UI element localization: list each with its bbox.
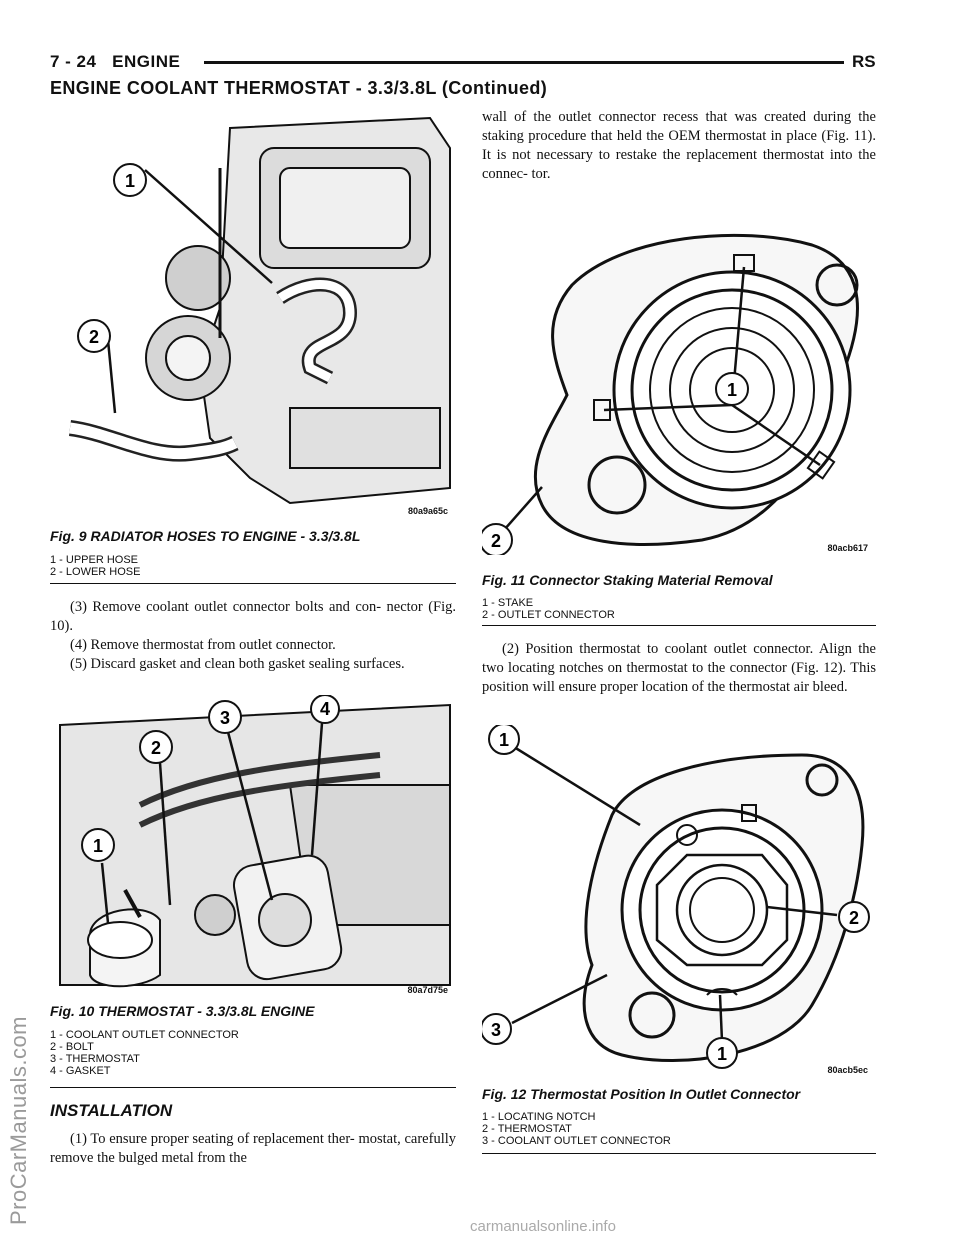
divider — [50, 1087, 456, 1088]
engine-hoses-drawing — [50, 108, 456, 518]
fig9-legend — [50, 554, 456, 578]
fig10-legend-item: 1 - COOLANT OUTLET CONNECTOR — [50, 1029, 239, 1041]
connector-staking-drawing — [482, 225, 876, 555]
removal-step-3: (3) Remove coolant outlet connector bolts and con- nector (Fig. 10). — [50, 599, 456, 634]
fig10-legend-item: 4 - GASKET — [50, 1065, 111, 1077]
installation-step1-part2-block — [482, 108, 876, 184]
installation-step-1: (1) To ensure proper seating of replacement ther- mostat, carefully remove the bulged metal from the — [50, 1131, 456, 1166]
figure-11-illustration — [482, 225, 876, 555]
installation-step1-part1-block — [50, 1130, 456, 1168]
removal-step-4: (4) Remove thermostat from outlet connector. — [70, 637, 336, 653]
fig12-legend-item: 1 - LOCATING NOTCH — [482, 1111, 596, 1123]
fig9-callout-2: 2 — [88, 327, 100, 347]
divider — [482, 1153, 876, 1154]
removal-steps — [50, 598, 456, 674]
fig12-callout-1: 1 — [498, 730, 510, 750]
figure-9-illustration — [50, 108, 456, 518]
fig11-legend-item: 1 - STAKE — [482, 597, 534, 609]
divider — [482, 625, 876, 626]
header-model: RS — [852, 52, 876, 71]
thermostat-drawing — [50, 695, 456, 997]
fig11-legend — [482, 597, 876, 621]
fig10-caption: Fig. 10 THERMOSTAT - 3.3/3.8L ENGINE — [50, 1003, 315, 1019]
fig12-code: 80acb5ec — [827, 1065, 868, 1075]
fig11-callout-1: 1 — [726, 380, 738, 400]
fig12-caption: Fig. 12 Thermostat Position In Outlet Connector — [482, 1086, 801, 1102]
fig11-legend-item: 2 - OUTLET CONNECTOR — [482, 609, 615, 621]
fig9-code: 80a9a65c — [407, 506, 448, 516]
fig11-code: 80acb617 — [827, 543, 868, 553]
figure-12-illustration — [482, 725, 876, 1077]
fig10-legend-item: 2 - BOLT — [50, 1041, 94, 1053]
installation-step2-block — [482, 640, 876, 697]
header-section: ENGINE — [112, 52, 181, 71]
figure-10-illustration — [50, 695, 456, 997]
fig12-callout-1-lower: 1 — [716, 1044, 728, 1064]
removal-step-5: (5) Discard gasket and clean both gasket sealing surfaces. — [70, 656, 405, 672]
page-number: 7 - 24 — [50, 52, 97, 71]
fig12-legend-item: 3 - COOLANT OUTLET CONNECTOR — [482, 1135, 671, 1147]
fig10-legend-item: 3 - THERMOSTAT — [50, 1053, 140, 1065]
fig12-callout-3: 3 — [490, 1020, 502, 1040]
divider — [50, 583, 456, 584]
bottom-watermark: carmanualsonline.info — [470, 1218, 616, 1235]
fig9-legend-item: 1 - UPPER HOSE — [50, 554, 139, 566]
fig9-caption: Fig. 9 RADIATOR HOSES TO ENGINE - 3.3/3.8L — [50, 528, 361, 544]
fig9-legend-item: 2 - LOWER HOSE — [50, 566, 141, 578]
header-rule — [204, 61, 844, 64]
thermostat-position-drawing — [482, 725, 876, 1077]
fig10-legend — [50, 1029, 456, 1077]
installation-step-1-continued: wall of the outlet connector recess that was created during the staking procedure that held the OEM thermostat in place (Fig. 11). It is not necessary to restake the replacement thermostat into the connec- tor. — [482, 109, 876, 182]
fig10-callout-4: 4 — [319, 699, 331, 719]
installation-step-2: (2) Position thermostat to coolant outlet connector. Align the two locating notches on thermostat to the connector (Fig. 12). This position will ensure proper location of the thermostat air bleed. — [482, 641, 876, 695]
fig10-code: 80a7d75e — [407, 985, 448, 995]
fig12-callout-2: 2 — [848, 908, 860, 928]
installation-heading: INSTALLATION — [50, 1101, 173, 1120]
side-watermark: ProCarManuals.com — [6, 1015, 31, 1225]
fig12-legend — [482, 1111, 876, 1147]
section-title: ENGINE COOLANT THERMOSTAT - 3.3/3.8L (Continued) — [50, 78, 548, 98]
fig10-callout-3: 3 — [219, 708, 231, 728]
fig11-callout-2: 2 — [490, 531, 502, 551]
fig11-caption: Fig. 11 Connector Staking Material Removal — [482, 572, 773, 588]
fig10-callout-2: 2 — [150, 738, 162, 758]
fig12-legend-item: 2 - THERMOSTAT — [482, 1123, 572, 1135]
fig9-callout-1: 1 — [124, 171, 136, 191]
page-header-left — [50, 52, 180, 72]
fig10-callout-1: 1 — [92, 836, 104, 856]
